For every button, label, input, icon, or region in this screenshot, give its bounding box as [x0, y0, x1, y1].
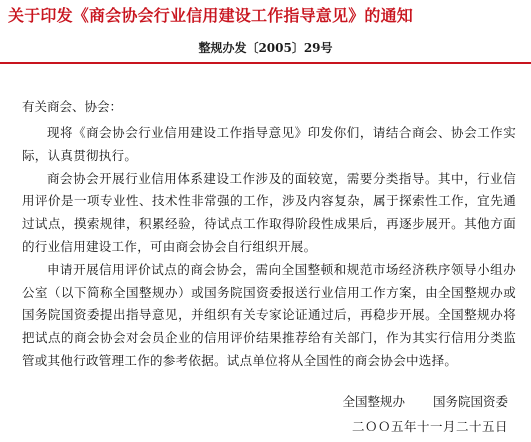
issue-date: 二ＯＯ五年十一月二十五日 [351, 419, 508, 434]
document-number: 整规办发〔2005〕29号 [198, 41, 333, 55]
signer-2: 国务院国资委 [432, 394, 508, 409]
signers [342, 393, 508, 411]
red-divider [0, 62, 531, 64]
paragraph-2: 商会协会开展行业信用体系建设工作涉及的面较宽，需要分类指导。其中，行业信用评价是一项专业性、技术性非常强的工作，涉及内容复杂，属于探索性工作，宜先通过试点，摸索规律，积累经验，待试点工作取得阶段性成果后，再逐步展开。其他方面的行业信用建设工作，可由商会协会自行组织开展。 [22, 170, 516, 254]
document-body [22, 122, 516, 373]
paragraph-1: 现将《商会协会行业信用建设工作指导意见》印发你们，请结合商会、协会工作实际，认真贯彻执行。 [22, 125, 516, 163]
signer-1: 全国整规办 [342, 394, 405, 409]
addressee: 有关商会、协会： [22, 99, 123, 114]
paragraph-3: 申请开展信用评价试点的商会协会，需向全国整顿和规范市场经济秩序领导小组办公室（以下简称全国整规办）或国务院国资委报送行业信用工作方案，由全国整规办或国务院国资委提出指导意见，并组织有关专家论证通过后，再稳步开展。全国整规办将把试点的商会协会对会员企业的信用评价结果推荐给有关部门，作为其实行信用分类监管或其他行政管理工作的参考依据。试点单位将从全国性的商会协会中选择。 [22, 261, 516, 368]
document-title: 关于印发《商会协会行业信用建设工作指导意见》的通知 [8, 6, 414, 25]
